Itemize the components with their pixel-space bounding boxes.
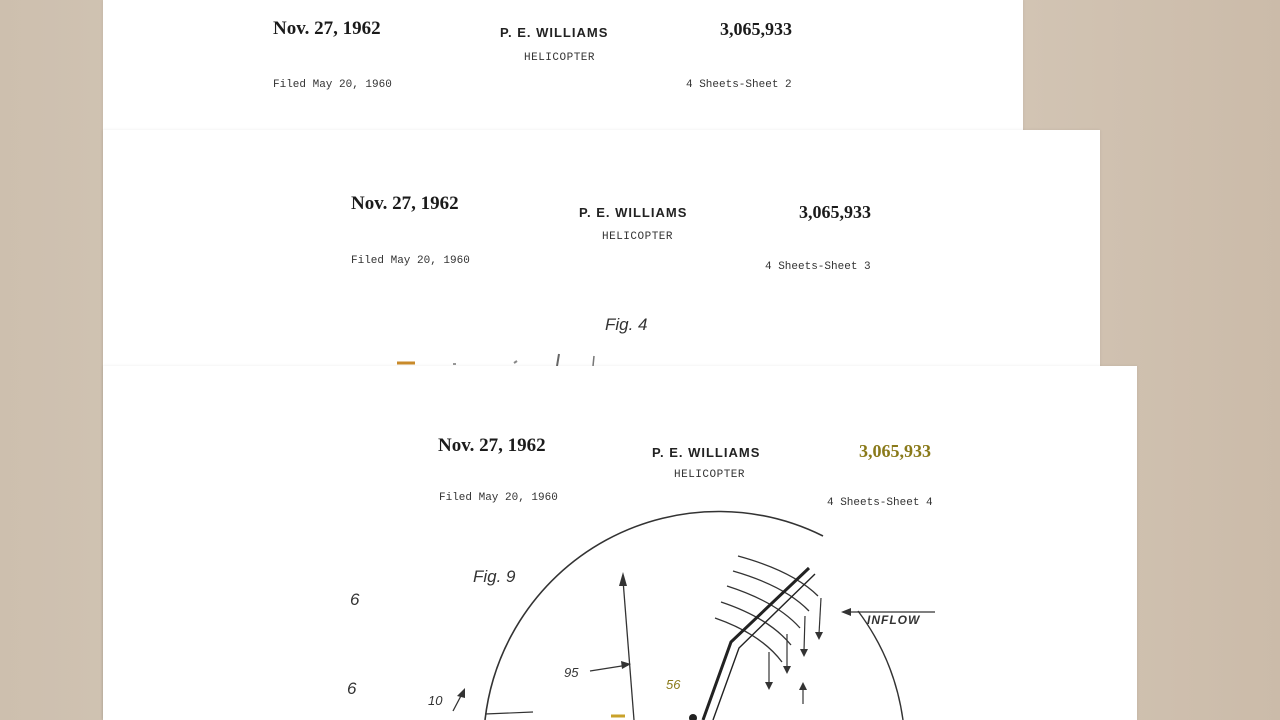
patent-sheet-4 bbox=[103, 366, 1137, 720]
sheet3-drawing-fragments bbox=[103, 130, 1100, 370]
reference-10: 10 bbox=[428, 693, 443, 708]
sheet2-filed-date: Filed May 20, 1960 bbox=[273, 79, 392, 91]
fig9-rotor-disc-arc-right bbox=[858, 611, 903, 720]
margin-label-6-upper: 6 bbox=[350, 590, 360, 609]
sheet3-filed-date: Filed May 20, 1960 bbox=[351, 255, 470, 267]
sheet3-sheet-count: 4 Sheets-Sheet 3 bbox=[765, 261, 871, 273]
sheet4-figure-label: Fig. 9 bbox=[473, 567, 516, 586]
reference-95: 95 bbox=[564, 665, 579, 680]
reference-56: 56 bbox=[666, 677, 681, 692]
sheet2-inventor: P. E. WILLIAMS bbox=[500, 25, 609, 40]
sheet3-inventor: P. E. WILLIAMS bbox=[579, 205, 688, 220]
sheet2-date: Nov. 27, 1962 bbox=[273, 18, 381, 39]
fig9-drawing bbox=[103, 366, 1137, 720]
margin-label-6-lower: 6 bbox=[347, 679, 357, 698]
sheet3-patent-number: 3,065,933 bbox=[799, 202, 871, 222]
sheet4-inventor: P. E. WILLIAMS bbox=[652, 445, 761, 460]
sheet4-sheet-count: 4 Sheets-Sheet 4 bbox=[827, 497, 933, 509]
sheet4-title: HELICOPTER bbox=[674, 469, 746, 481]
sheet3-figure-label: Fig. 4 bbox=[605, 315, 648, 334]
sheet4-filed-date: Filed May 20, 1960 bbox=[439, 492, 558, 504]
sheet2-sheet-count: 4 Sheets-Sheet 2 bbox=[686, 79, 792, 91]
inflow-label: INFLOW bbox=[867, 613, 921, 627]
sheet2-patent-number: 3,065,933 bbox=[720, 19, 792, 39]
sheet2-title: HELICOPTER bbox=[524, 52, 596, 64]
sheet4-patent-number: 3,065,933 bbox=[859, 441, 931, 461]
sheet3-title: HELICOPTER bbox=[602, 231, 674, 243]
sheet3-date: Nov. 27, 1962 bbox=[351, 193, 459, 214]
sheet4-date: Nov. 27, 1962 bbox=[438, 435, 546, 456]
